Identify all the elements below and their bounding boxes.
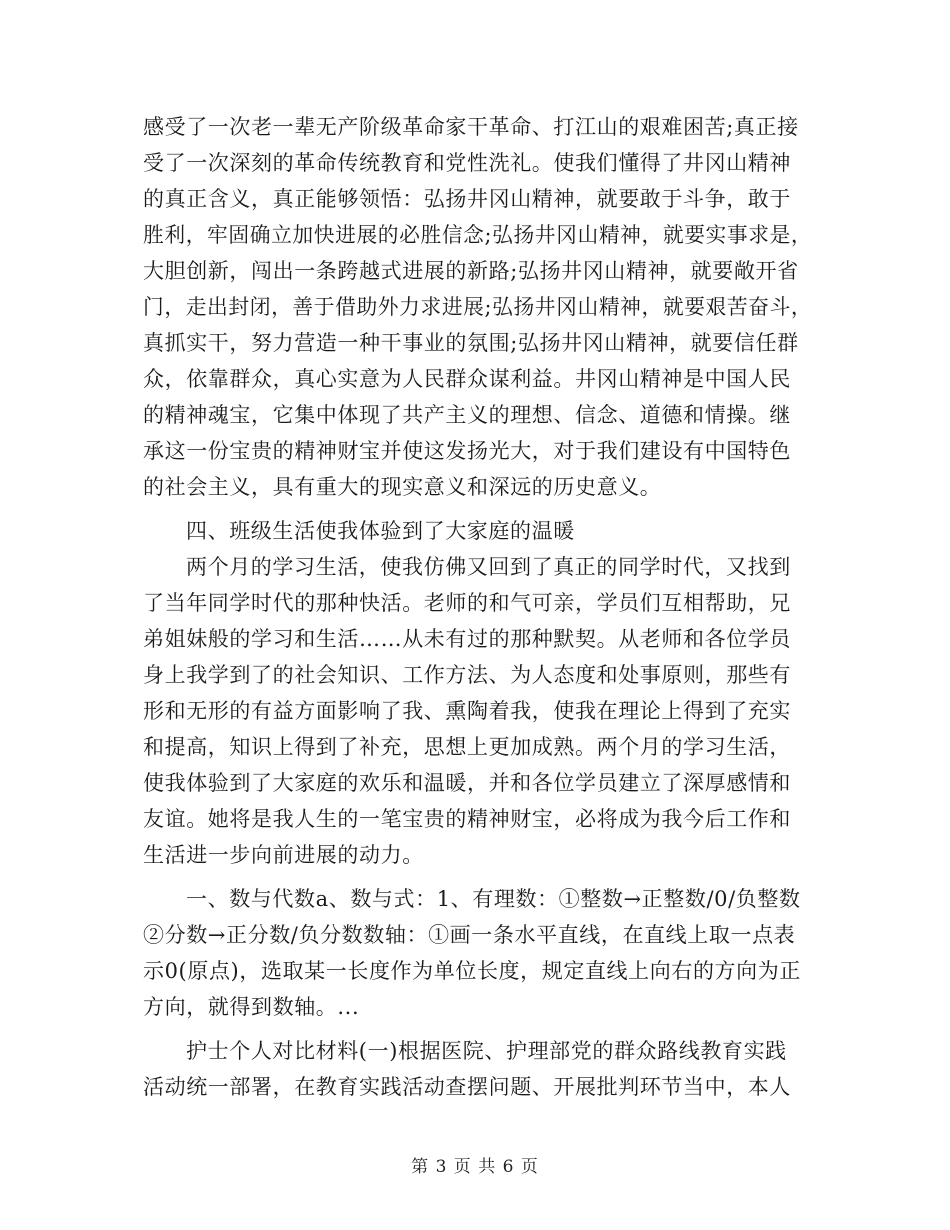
text-line: 大胆创新，闯出一条跨越式进展的新路;弘扬井冈山精神，就要敞开省 xyxy=(143,259,799,283)
text-line: 一、数与代数a、数与式：1、有理数：①整数→正整数/0/负整数 xyxy=(186,887,801,911)
text-line: 胜利，牢固确立加快进展的必胜信念;弘扬井冈山精神，就要实事求是， xyxy=(143,223,813,247)
text-line: 方向，就得到数轴。... xyxy=(143,995,360,1019)
text-line: 承这一份宝贵的精神财宝并使这发扬光大，对于我们建设有中国特色 xyxy=(143,439,791,463)
text-line: 感受了一次老一辈无产阶级革命家干革命、打江山的艰难困苦;真正接 xyxy=(143,115,799,139)
text-line: 受了一次深刻的革命传统教育和党性洗礼。使我们懂得了井冈山精神 xyxy=(143,151,791,175)
section-heading: 四、班级生活使我体验到了大家庭的温暖 xyxy=(186,519,575,543)
text-line: 身上我学到了的社会知识、工作方法、为人态度和处事原则，那些有 xyxy=(143,663,791,687)
text-line: 和提高，知识上得到了补充，思想上更加成熟。两个月的学习生活， xyxy=(143,735,791,759)
text-line: ②分数→正分数/负分数数轴：①画一条水平直线，在直线上取一点表 xyxy=(143,923,796,947)
text-line: 友谊。她将是我人生的一笔宝贵的精神财宝，必将成为我今后工作和 xyxy=(143,807,791,831)
text-line: 的精神魂宝，它集中体现了共产主义的理想、信念、道德和情操。继 xyxy=(143,403,791,427)
text-line: 了当年同学时代的那种快活。老师的和气可亲，学员们互相帮助，兄 xyxy=(143,591,791,615)
page-number: 第 3 页 共 6 页 xyxy=(411,1157,539,1177)
text-line: 活动统一部署，在教育实践活动查摆问题、开展批判环节当中，本人 xyxy=(143,1075,791,1099)
text-line: 真抓实干，努力营造一种干事业的氛围;弘扬井冈山精神，就要信任群 xyxy=(143,331,799,355)
text-line: 两个月的学习生活，使我仿佛又回到了真正的同学时代，又找到 xyxy=(186,555,791,579)
text-line: 使我体验到了大家庭的欢乐和温暖，并和各位学员建立了深厚感情和 xyxy=(143,771,791,795)
text-line: 的社会主义，具有重大的现实意义和深远的历史意义。 xyxy=(143,475,662,499)
text-line: 众，依靠群众，真心实意为人民群众谋利益。井冈山精神是中国人民 xyxy=(143,367,791,391)
text-line: 的真正含义，真正能够领悟：弘扬井冈山精神，就要敢于斗争，敢于 xyxy=(143,187,791,211)
text-line: 示0(原点)，选取某一长度作为单位长度，规定直线上向右的方向为正 xyxy=(143,959,801,983)
text-line: 护士个人对比材料(一)根据医院、护理部党的群众路线教育实践 xyxy=(186,1039,787,1063)
text-line: 生活进一步向前进展的动力。 xyxy=(143,843,424,867)
text-line: 形和无形的有益方面影响了我、熏陶着我，使我在理论上得到了充实 xyxy=(143,699,791,723)
text-line: 门，走出封闭，善于借助外力求进展;弘扬井冈山精神，就要艰苦奋斗， xyxy=(143,295,813,319)
text-line: 弟姐妹般的学习和生活……从未有过的那种默契。从老师和各位学员 xyxy=(143,627,791,651)
